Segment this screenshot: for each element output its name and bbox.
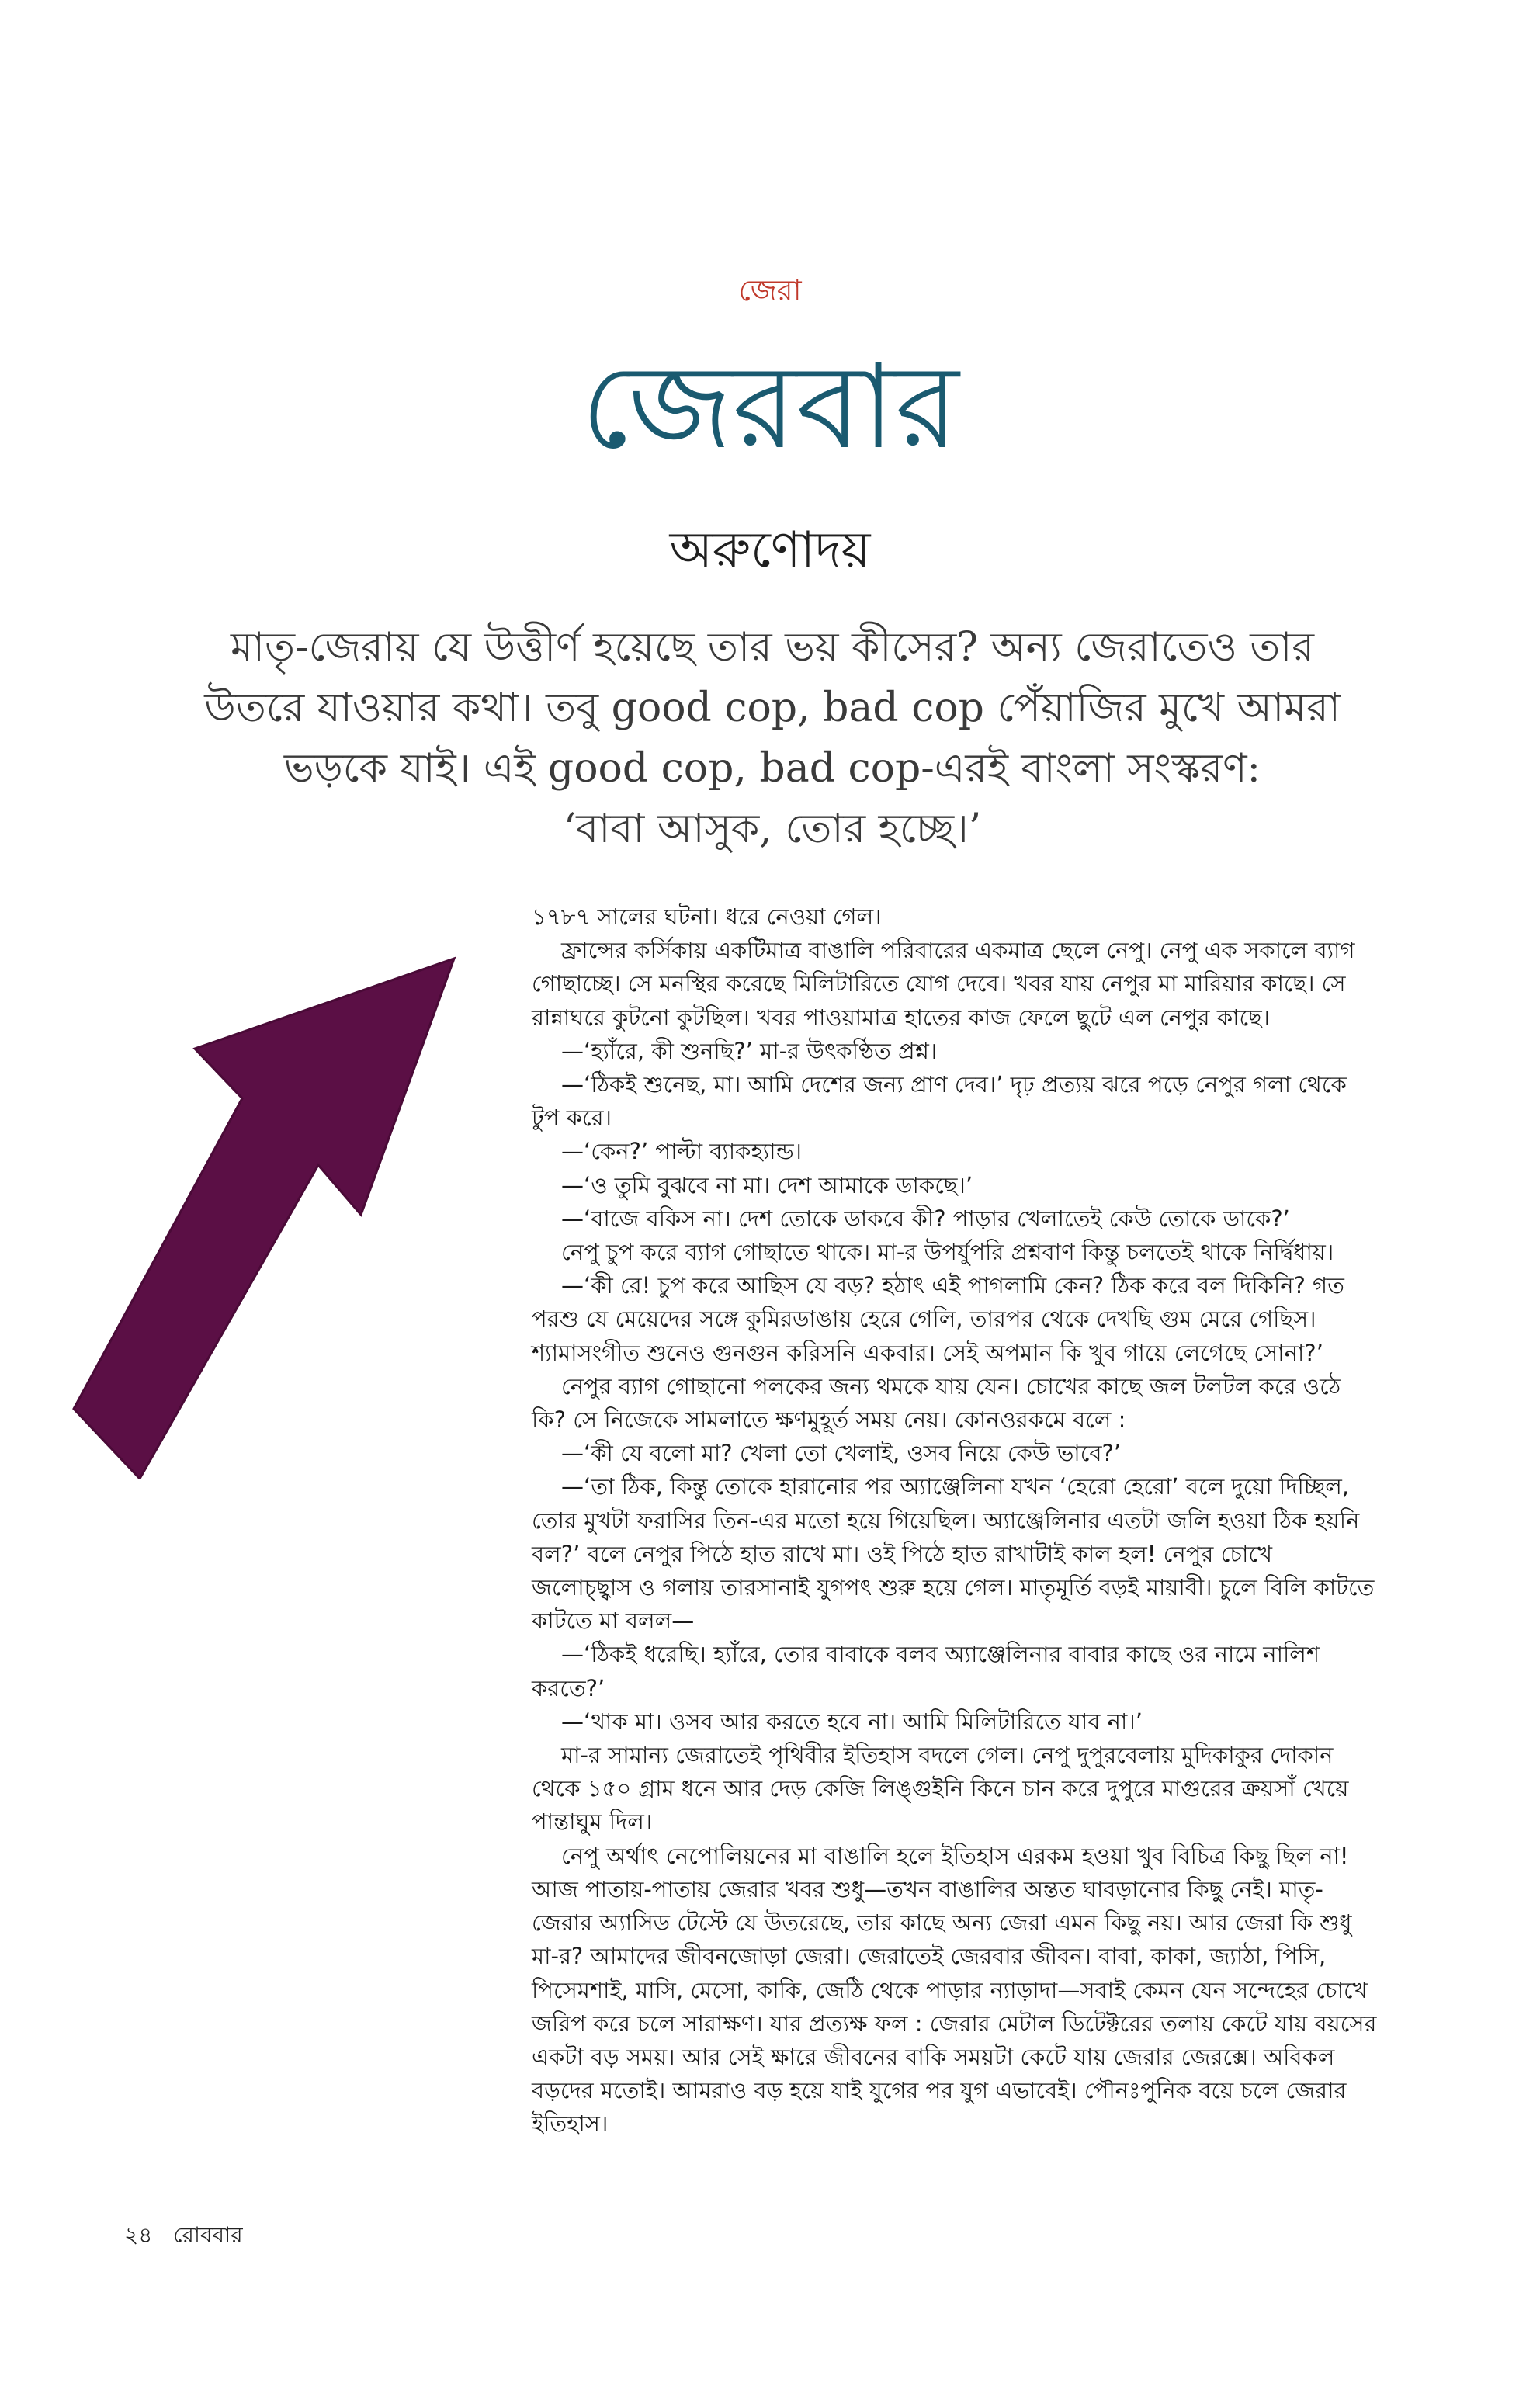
magazine-name: রোববার [173,2222,243,2248]
body-paragraph: —‘কী যে বলো মা? খেলা তো খেলাই, ওসব নিয়ে কেউ ভাবে?’ [561,1440,1122,1467]
arrow-shape [74,959,454,1479]
intro-line-2: ‘বাবা আসুক, তোর হচ্ছে।’ [563,806,982,852]
body-paragraph: —‘ও তুমি বুঝবে না মা। দেশ আমাকে ডাকছে।’ [561,1171,973,1198]
section-label: জেরা [738,273,802,307]
body-paragraph: নেপুর ব্যাগ গোছানো পলকের জন্য থমকে যায় যেন। চোখের কাছে জল টলটল করে ওঠে কি? সে নিজেকে সামলাতে ক্ষণমুহূর্ত সময় নেয়। কোনওরকমে বলে : [532,1372,1341,1434]
body-paragraph: —‘তা ঠিক, কিন্তু তোকে হারানোর পর অ্যাঞ্জেলিনা যখন ‘হেরো হেরো’ বলে দুয়ো দিচ্ছিল, তোর মুখটা ফরাসির তিন-এর মতো হয়ে গিয়েছিল। অ্যাঞ্জেলিনার এতটা জলি হওয়া ঠিক হয়নি বল?’ বলে নেপুর পিঠে হাত রাখে মা। ওই পিঠে হাত রাখাটাই কাল হল! নেপুর চোখে জলোচ্ছ্বাস ও গলায় তারসানাই যুগপৎ শুরু হয়ে গেল। মাতৃমূর্তি বড়ই মায়াবী। চুলে বিলি কাটতে কাটতে মা বলল— [532,1473,1375,1635]
body-paragraph: —‘কী রে! চুপ করে আছিস যে বড়? হঠাৎ এই পাগলামি কেন? ঠিক করে বল দিকিনি? গত পরশু যে মেয়েদের সঙ্গে কুমিরডাঙায় হেরে গেলি, তারপর থেকে দেখছি গুম মেরে গেছিস। শ্যামাসংগীত শুনেও গুনগুন করিসনি একবার। সেই অপমান কি খুব গায়ে লেগেছে সোনা?’ [532,1272,1344,1366]
body-paragraph: মা-র সামান্য জেরাতেই পৃথিবীর ইতিহাস বদলে গেল। নেপু দুপুরবেলায় মুদিকাকুর দোকান থেকে ১৫০ গ্রাম ধনে আর দেড় কেজি লিঙ্গুইনি কিনে চান করে দুপুরে মাগুরের ক্রয়সাঁ খেয়ে পান্তাঘুম দিল। [532,1742,1349,1836]
author-name: অরুণোদয় [669,522,871,579]
body-paragraph: —‘থাক মা। ওসব আর করতে হবে না। আমি মিলিটারিতে যাব না।’ [561,1708,1143,1735]
body-paragraph: —‘হ্যাঁরে, কী শুনছি?’ মা-র উৎকণ্ঠিত প্রশ্ন। [561,1037,938,1064]
body-paragraph: —‘ঠিকই শুনেছ, মা। আমি দেশের জন্য প্রাণ দেব।’ দৃঢ় প্রত্যয় ঝরে পড়ে নেপুর গলা থেকে টুপ করে। [532,1071,1347,1132]
article-body [532,900,1378,2142]
body-paragraph: নেপু অর্থাৎ নেপোলিয়নের মা বাঙালি হলে ইতিহাস এরকম হওয়া খুব বিচিত্র কিছু ছিল না! আজ পাতায়-পাতায় জেরার খবর শুধু—তখন বাঙালির অন্তত ঘাবড়ানোর কিছু নেই। মাতৃ-জেরার অ্যাসিড টেস্টে যে উতরেছে, তার কাছে অন্য জেরা এমন কিছু নয়। আর জেরা কি শুধু মা-র? আমাদের জীবনজোড়া জেরা। জেরাতেই জেরবার জীবন। বাবা, কাকা, জ্যাঠা, পিসি, পিসেমশাই, মাসি, মেসো, কাকি, জেঠি থেকে পাড়ার ন্যাড়াদা—সবাই কেমন যেন সন্দেহের চোখে জরিপ করে চলে সারাক্ষণ। যার প্রত্যক্ষ ফল : জেরার মেটাল ডিটেক্টরের তলায় কেটে যায় বয়সের একটা বড় সময়। আর সেই ক্ষারে জীবনের বাকি সময়টা কেটে যায় জেরার জেরক্সে। অবিকল বড়দের মতোই। আমরাও বড় হয়ে যাই যুগের পর যুগ এভাবেই। পৌনঃপুনিক বয়ে চলে জেরার ইতিহাস। [532,1842,1377,2138]
body-paragraph: ফ্রান্সের কর্সিকায় একটিমাত্র বাঙালি পরিবারের একমাত্র ছেলে নেপু। নেপু এক সকালে ব্যাগ গোছাচ্ছে। সে মনস্থির করেছে মিলিটারিতে যোগ দেবে। খবর যায় নেপুর মা মারিয়ার কাছে। সে রান্নাঘরে কুটনো কুটছিল। খবর পাওয়ামাত্র হাতের কাজ ফেলে ছুটে এল নেপুর কাছে। [532,937,1355,1031]
page-number: ২৪ [124,2222,153,2248]
body-paragraph: —‘বাজে বকিস না। দেশ তোকে ডাকবে কী? পাড়ার খেলাতেই কেউ তোকে ডাকে?’ [561,1205,1290,1232]
intro-blurb [186,617,1358,859]
page-footer [124,2218,243,2255]
arrow-graphic [43,935,477,1479]
body-paragraph: নেপু চুপ করে ব্যাগ গোছাতে থাকে। মা-র উপর্যুপরি প্রশ্নবাণ কিন্তু চলতেই থাকে নির্দ্বিধায়। [561,1239,1334,1266]
page-title: জেরবার [581,340,959,475]
intro-line-1: মাতৃ-জেরায় যে উত্তীর্ণ হয়েছে তার ভয় কীসের? অন্য জেরাতেও তার উতরে যাওয়ার কথা। তবু good cop, bad cop পেঁয়াজির মুখে আমরা ভড়কে যাই। এই good cop, bad cop-এরই বাংলা সংস্করণ: [204,624,1341,792]
body-paragraph: —‘কেন?’ পাল্টা ব্যাকহ্যান্ড। [561,1138,803,1165]
body-paragraph: ১৭৮৭ সালের ঘটনা। ধরে নেওয়া গেল। [532,903,882,930]
body-paragraph: —‘ঠিকই ধরেছি। হ্যাঁরে, তোর বাবাকে বলব অ্যাঞ্জেলিনার বাবার কাছে ওর নামে নালিশ করতে?’ [532,1641,1320,1701]
